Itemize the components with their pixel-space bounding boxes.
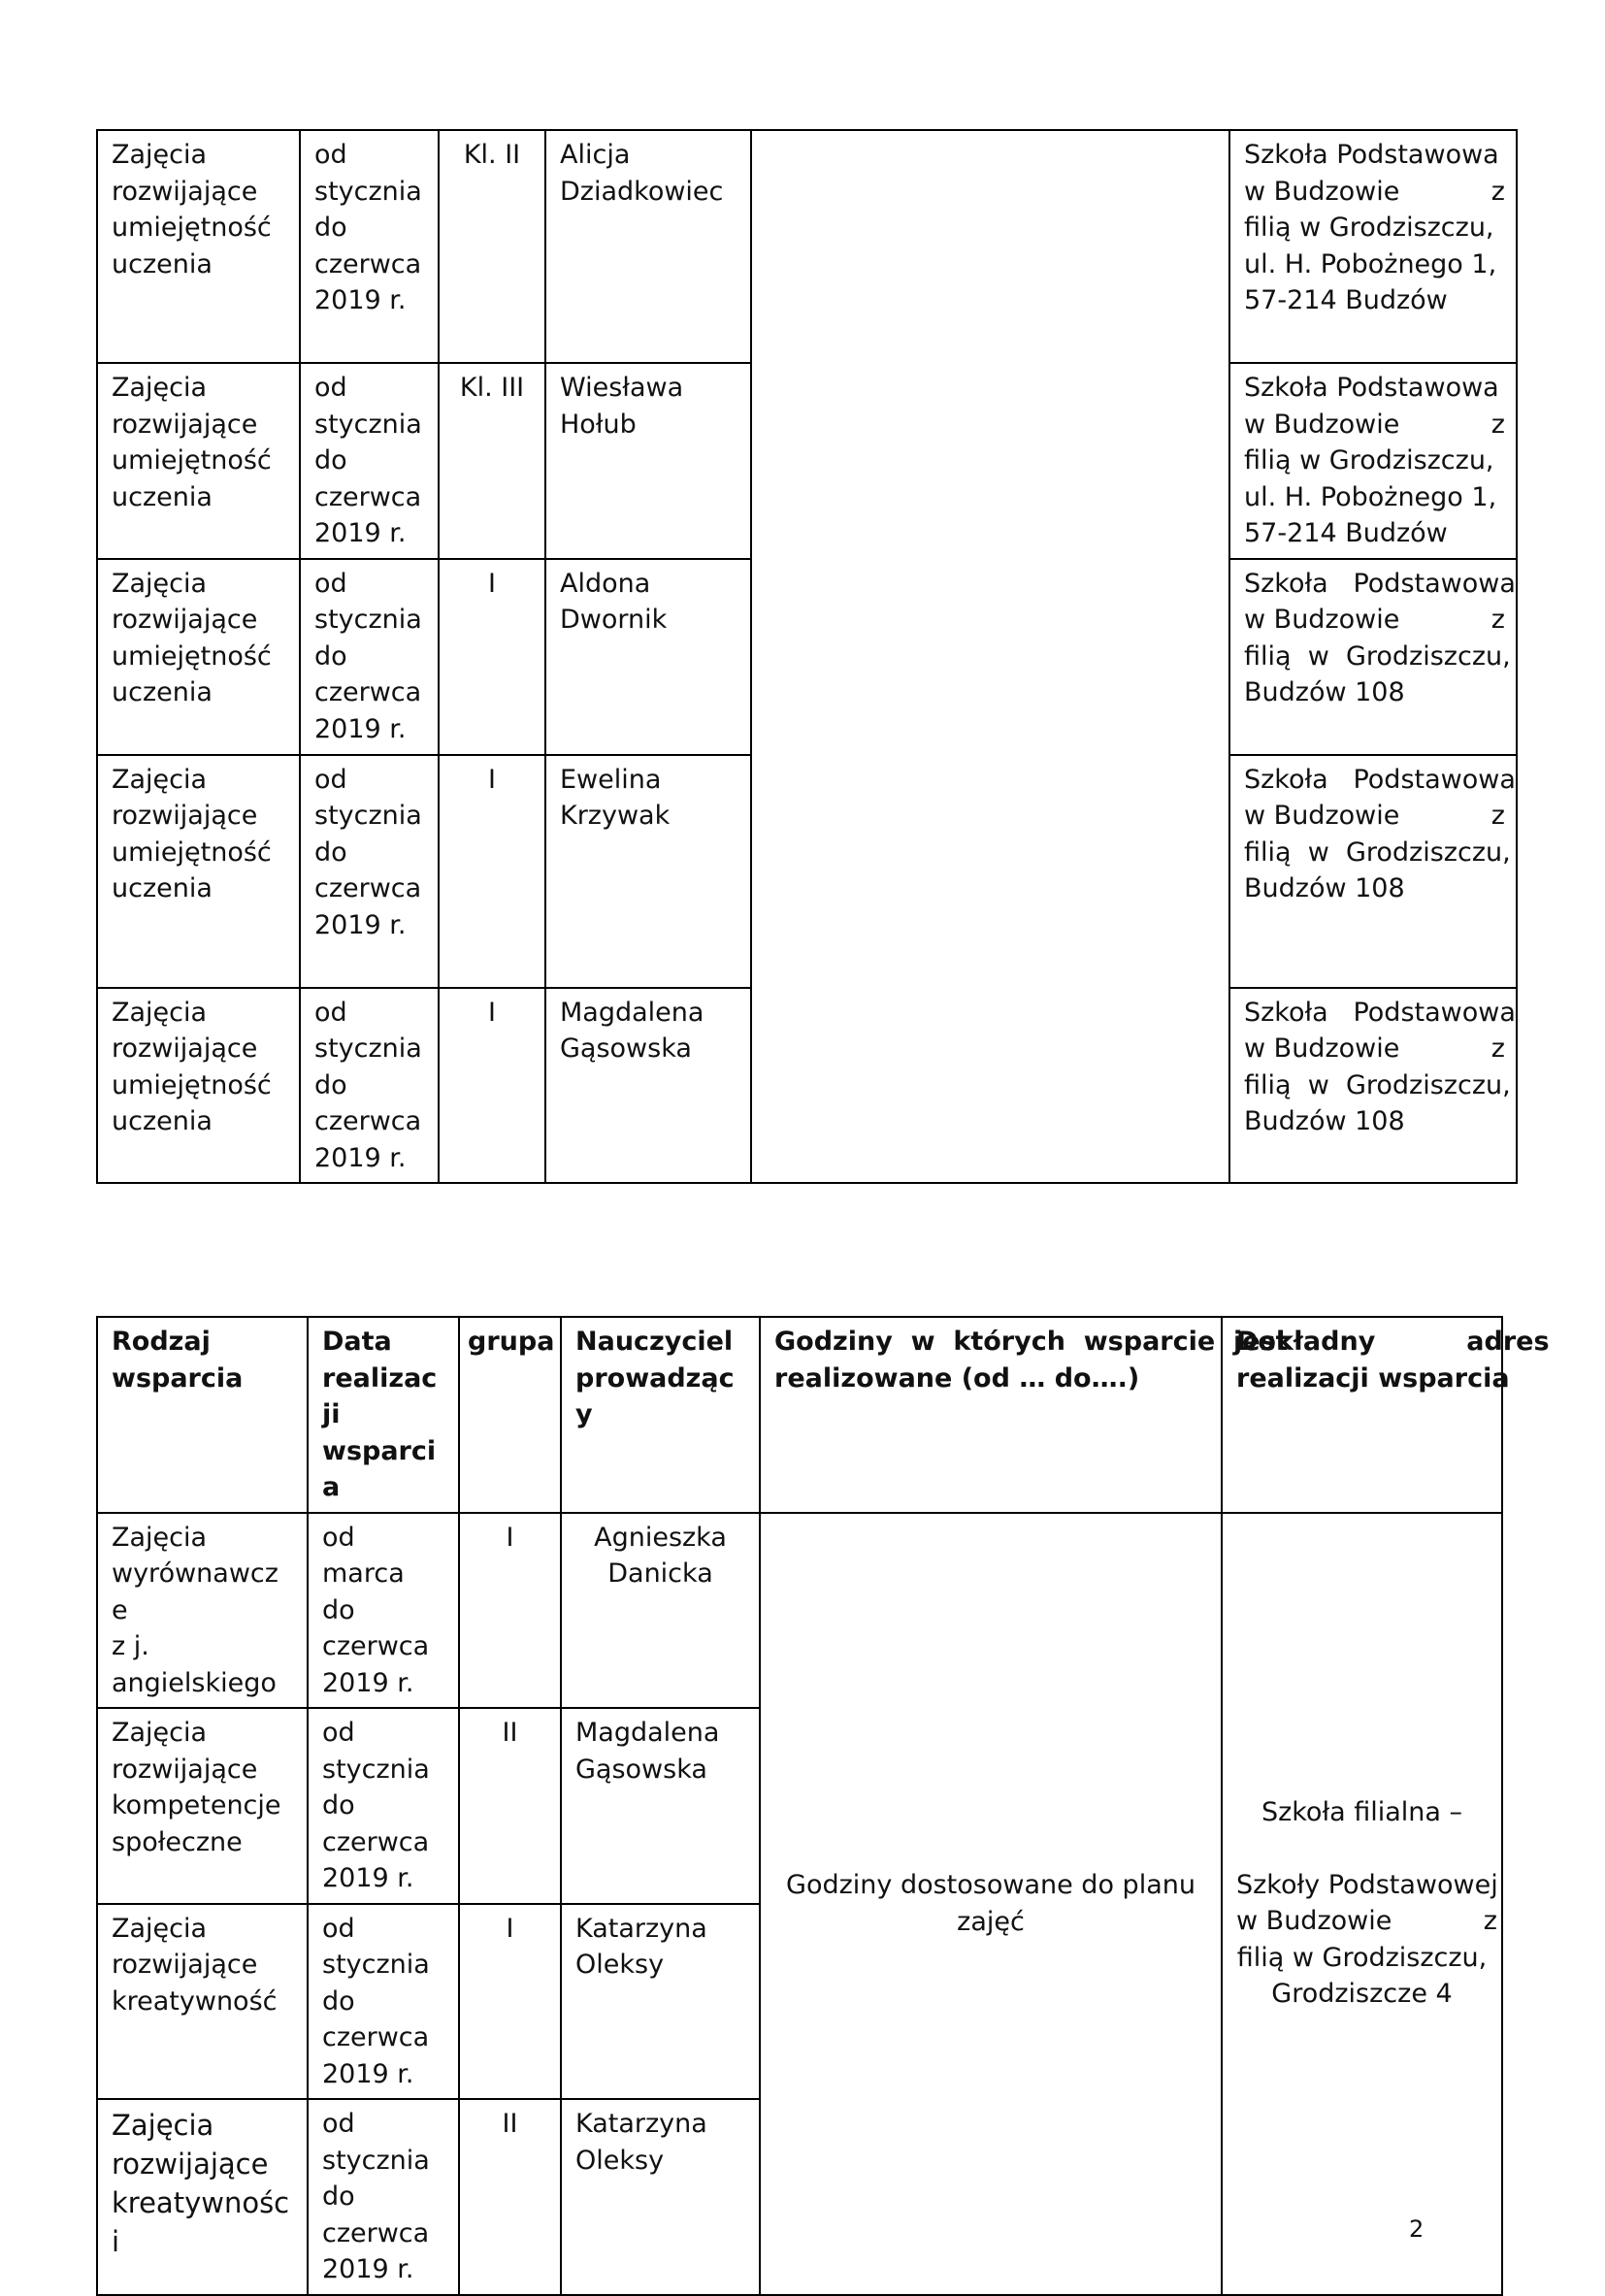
support-type-cell	[97, 1513, 308, 1709]
cell-text-line: rozwijające	[112, 176, 258, 207]
cell-text-line: Szkoła Podstawowa	[1244, 140, 1499, 170]
cell-text-line: uczenia	[112, 873, 213, 903]
cell-text-line: od	[322, 1718, 355, 1748]
cell-text-line: do	[322, 2181, 355, 2212]
cell-text-line: do	[314, 640, 347, 672]
address-cell	[1222, 1513, 1502, 2295]
table1-body	[97, 130, 1517, 1183]
cell-text-line: 2019 r.	[322, 2254, 414, 2284]
cell-text-line: Magdalena	[575, 1718, 720, 1748]
cell-text-line: Katarzyna	[575, 2109, 707, 2139]
cell-text-line: 2019 r.	[314, 1142, 407, 1173]
teacher-cell	[545, 988, 751, 1184]
cell-text-line: Szkoły Podstawowej	[1236, 1869, 1498, 1900]
cell-text-line: 57-214 Budzów	[1244, 285, 1448, 315]
address-cell	[1229, 755, 1517, 988]
cell-text-line: Szkoła Podstawowa	[1244, 997, 1516, 1028]
cell-text-line: w Budzowie z	[1244, 801, 1505, 831]
group-cell: Kl. III	[439, 363, 545, 559]
cell-text-line: rozwijające	[112, 1033, 258, 1064]
teacher-cell	[561, 1513, 760, 1709]
cell-text-line: stycznia	[314, 1033, 422, 1064]
cell-text-line: Godziny dostosowane do planu	[786, 1870, 1196, 1900]
cell-text-line: Szkoła filialna –	[1261, 1797, 1463, 1828]
cell-text-line: umiejętność	[112, 1069, 272, 1100]
cell-text-line: Zajęcia	[112, 997, 208, 1028]
cell-text-line: umiejętność	[112, 836, 272, 868]
teacher-cell	[545, 559, 751, 755]
table2-body	[97, 1513, 1502, 2295]
cell-text-line: czerwca	[322, 2217, 430, 2248]
cell-text-line: kompetencje	[112, 1790, 281, 1820]
cell-text-line: stycznia	[314, 409, 422, 440]
table2-header	[97, 1317, 1550, 1513]
cell-text-line: rozwijające	[112, 1950, 258, 1980]
cell-text-line: rozwijające	[112, 605, 258, 635]
header-teacher	[561, 1317, 760, 1513]
cell-text-line: rozwijające	[112, 409, 258, 440]
cell-text-line: rozwijające	[112, 801, 258, 831]
cell-text-line: w Budzowie z	[1244, 409, 1505, 440]
cell-text-line: Ewelina	[560, 764, 662, 795]
date-cell	[300, 130, 439, 363]
cell-text-line: Zajęcia	[112, 2109, 214, 2142]
support-type-cell	[97, 988, 300, 1184]
cell-text-line: 57-214 Budzów	[1244, 518, 1448, 548]
cell-text-line: czerwca	[322, 1826, 430, 1857]
cell-text-line: od	[322, 1913, 355, 1944]
cell-text-line: Dokładny adres	[1236, 1327, 1550, 1357]
cell-text-line: realizacji wsparcia	[1236, 1362, 1510, 1394]
cell-text-line: w Budzowie z	[1236, 1906, 1497, 1937]
cell-text-line: wsparcia	[322, 1435, 437, 1502]
cell-text-line: od	[314, 997, 347, 1028]
hours-cell-empty	[751, 130, 1229, 1183]
header-row	[97, 1317, 1502, 1513]
cell-text-line: Zajęcia	[112, 1522, 208, 1553]
date-cell	[300, 755, 439, 988]
cell-text-line: Dwornik	[560, 605, 668, 635]
cell-text-line: Wiesława	[560, 373, 684, 403]
cell-text-line: realizacji	[322, 1362, 438, 1429]
cell-text-line: stycznia	[322, 1754, 430, 1785]
cell-text-line: Oleksy	[575, 1950, 665, 1980]
teacher-cell	[561, 1708, 760, 1904]
cell-text-line: filią w Grodziszczu,	[1244, 640, 1511, 672]
date-cell	[300, 363, 439, 559]
cell-text-line: do	[314, 836, 347, 868]
cell-text-line: Agnieszka	[594, 1522, 727, 1553]
cell-text-line: wsparcia	[112, 1362, 244, 1394]
cell-text-line: Hołub	[560, 409, 637, 440]
cell-text-line: Rodzaj	[112, 1327, 211, 1357]
cell-text-line: od marca	[322, 1522, 405, 1589]
cell-text-line: czerwca	[314, 248, 422, 279]
cell-text-line: w Budzowie z	[1244, 176, 1505, 207]
address-cell	[1229, 988, 1517, 1184]
cell-text-line: Nauczyciel	[575, 1327, 734, 1357]
cell-text-line: kreatywność	[112, 1985, 278, 2017]
cell-text-line: od	[314, 373, 347, 403]
group-cell: II	[459, 2099, 561, 2295]
cell-text-line: umiejętność	[112, 213, 272, 243]
cell-text-line: Alicja	[560, 140, 631, 170]
support-table-continued	[96, 129, 1518, 1184]
support-type-cell	[97, 1904, 308, 2100]
cell-text-line	[1236, 1831, 1488, 1867]
cell-text-line: społeczne	[112, 1826, 243, 1857]
cell-text-line: ul. H. Pobożnego 1,	[1244, 248, 1497, 279]
address-cell	[1229, 559, 1517, 755]
cell-text-line: od	[314, 568, 347, 599]
table-row	[97, 1513, 1502, 1709]
support-type-cell	[97, 755, 300, 988]
support-type-cell	[97, 559, 300, 755]
cell-text-line: Budzów 108	[1244, 677, 1405, 707]
date-cell	[308, 2099, 459, 2295]
cell-text-line: Grodziszcze 4	[1271, 1979, 1453, 2010]
cell-text-line: Gąsowska	[560, 1033, 692, 1064]
cell-text-line: rozwijające	[112, 2148, 269, 2181]
cell-text-line: do	[314, 1069, 347, 1100]
cell-text-line: 2019 r.	[322, 2058, 414, 2089]
support-type-cell	[97, 2099, 308, 2295]
cell-text-line: Oleksy	[575, 2145, 665, 2176]
teacher-cell	[545, 363, 751, 559]
cell-text-line: stycznia	[314, 176, 422, 207]
date-cell	[300, 988, 439, 1184]
date-cell	[308, 1513, 459, 1709]
group-cell: I	[439, 755, 545, 988]
header-address	[1222, 1317, 1550, 1513]
cell-text-line: filią w Grodziszczu,	[1244, 213, 1494, 243]
teacher-cell	[561, 2099, 760, 2295]
cell-text-line: 2019 r.	[314, 518, 407, 548]
cell-text-line: do	[322, 1594, 355, 1625]
address-cell	[1229, 363, 1517, 559]
cell-text-line: Danicka	[607, 1558, 713, 1589]
cell-text-line: czerwca	[314, 481, 422, 512]
cell-text-line: uczenia	[112, 481, 213, 512]
group-cell: Kl. II	[439, 130, 545, 363]
cell-text-line: do	[314, 445, 347, 476]
group-cell: I	[439, 988, 545, 1184]
group-cell: II	[459, 1708, 561, 1904]
cell-text-line: czerwca	[322, 1631, 430, 1661]
teacher-cell	[545, 130, 751, 363]
date-cell	[308, 1904, 459, 2100]
cell-text-line: czerwca	[322, 2022, 430, 2052]
cell-text-line: filią w Grodziszczu,	[1244, 445, 1494, 476]
cell-text-line: Zajęcia	[112, 1913, 208, 1944]
cell-text-line: zajęć	[957, 1906, 1025, 1937]
cell-text-line: realizowane (od … do….)	[774, 1362, 1140, 1394]
group-cell: I	[459, 1513, 561, 1709]
cell-text-line: ul. H. Pobożnego 1,	[1244, 481, 1497, 512]
cell-text-line: Katarzyna	[575, 1913, 707, 1944]
cell-text-line: stycznia	[322, 1950, 430, 1980]
group-cell: I	[459, 1904, 561, 2100]
cell-text-line: Zajęcia	[112, 1718, 208, 1748]
cell-text-line: od	[314, 140, 347, 170]
cell-text-line: Gąsowska	[575, 1754, 707, 1785]
cell-text-line: 2019 r.	[314, 285, 407, 315]
teacher-cell	[561, 1904, 760, 2100]
cell-text-line: Zajęcia	[112, 568, 208, 599]
cell-text-line: 2019 r.	[314, 909, 407, 940]
support-table	[96, 1316, 1550, 2296]
cell-text-line: czerwca	[314, 1106, 422, 1136]
cell-text-line: angielskiego	[112, 1667, 277, 1698]
cell-text-line: z j.	[112, 1631, 149, 1661]
cell-text-line: 2019 r.	[322, 1667, 414, 1698]
cell-text-line: do	[314, 213, 347, 243]
cell-text-line: uczenia	[112, 248, 213, 279]
cell-text-line: uczenia	[112, 1106, 213, 1136]
header-group: grupa	[459, 1317, 561, 1513]
cell-text-line: Godziny w których wsparcie jest	[774, 1327, 1289, 1357]
cell-text-line: Zajęcia	[112, 373, 208, 403]
teacher-cell	[545, 755, 751, 988]
cell-text-line: filią w Grodziszczu,	[1244, 1069, 1511, 1100]
cell-text-line: Szkoła Podstawowa	[1244, 764, 1516, 795]
table-row	[97, 130, 1517, 363]
cell-text-line: rozwijające	[112, 1754, 258, 1785]
support-type-cell	[97, 363, 300, 559]
cell-text-line: 2019 r.	[314, 713, 407, 744]
date-cell	[308, 1708, 459, 1904]
cell-text-line: Zajęcia	[112, 140, 208, 170]
cell-text-line: wyrównawcze	[112, 1558, 278, 1625]
support-type-cell	[97, 130, 300, 363]
support-type-cell	[97, 1708, 308, 1904]
date-cell	[300, 559, 439, 755]
cell-text-line: od	[314, 764, 347, 795]
hours-cell	[760, 1513, 1222, 2295]
cell-text-line: do	[322, 1985, 355, 2017]
cell-text-line: Aldona	[560, 568, 651, 599]
cell-text-line: prowadzący	[575, 1362, 735, 1429]
header-date	[308, 1317, 459, 1513]
header-hours	[760, 1317, 1289, 1513]
cell-text-line: do	[322, 1790, 355, 1820]
cell-text-line: w Budzowie z	[1244, 605, 1505, 635]
cell-text-line: od	[322, 2109, 355, 2139]
cell-text-line: Szkoła Podstawowa	[1244, 373, 1499, 403]
cell-text-line: stycznia	[322, 2145, 430, 2176]
cell-text-line: 2019 r.	[322, 1863, 414, 1893]
cell-text-line: czerwca	[314, 677, 422, 707]
cell-text-line: w Budzowie z	[1244, 1033, 1505, 1064]
cell-text-line: Krzywak	[560, 801, 671, 831]
cell-text-line: filią w Grodziszczu,	[1244, 836, 1511, 868]
cell-text-line: uczenia	[112, 677, 213, 707]
page-number: 2	[1409, 2215, 1425, 2243]
group-cell: I	[439, 559, 545, 755]
cell-text-line: Dziadkowiec	[560, 176, 724, 207]
cell-text-line: Budzów 108	[1244, 873, 1405, 903]
cell-text-line: stycznia	[314, 801, 422, 831]
cell-text-line: stycznia	[314, 605, 422, 635]
cell-text-line: umiejętność	[112, 640, 272, 672]
cell-text-line: Budzów 108	[1244, 1106, 1405, 1136]
address-cell	[1229, 130, 1517, 363]
cell-text-line: kreatywności	[112, 2186, 290, 2258]
cell-text-line: umiejętność	[112, 445, 272, 476]
cell-text-line: czerwca	[314, 873, 422, 903]
cell-text-line: filią w Grodziszczu,	[1236, 1942, 1488, 1973]
cell-text-line: Magdalena	[560, 997, 704, 1028]
cell-text-line: Szkoła Podstawowa	[1244, 568, 1516, 599]
cell-text-line: Data	[322, 1327, 392, 1357]
cell-text-line: Zajęcia	[112, 764, 208, 795]
header-support-type	[97, 1317, 308, 1513]
